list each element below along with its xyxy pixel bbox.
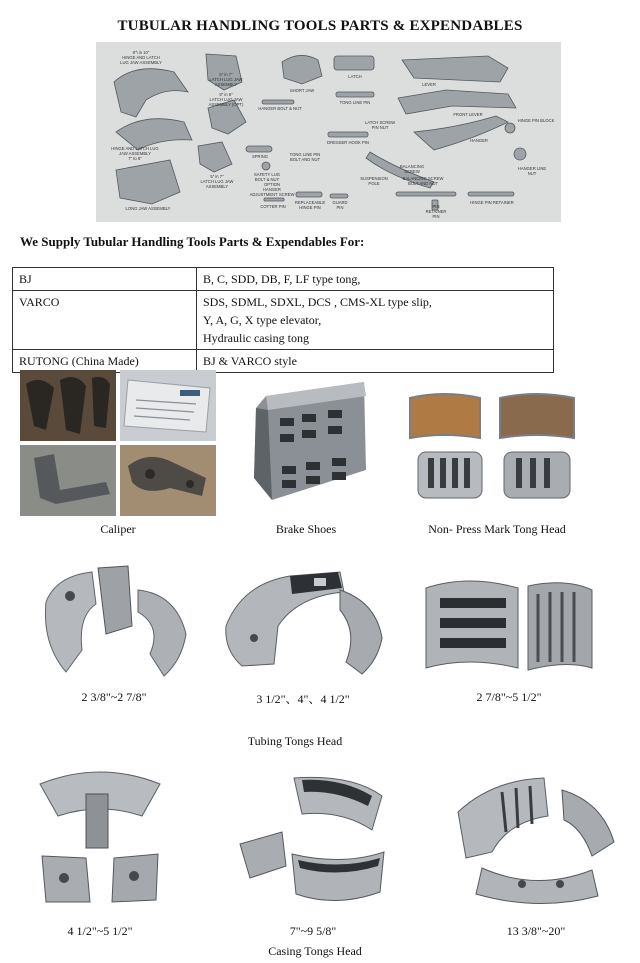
diagram-label: GUARD PIN — [332, 200, 348, 210]
diagram-label: TONG LINE PIN BOLT AND NUT — [289, 152, 321, 162]
hinge-pin-block-part — [505, 123, 515, 133]
diagram-label: 9" in 8" LATCH LUG JAW ASSEMBLY (OPT) — [208, 92, 244, 107]
diagram-label: HANGER BOLT & NUT — [258, 106, 302, 111]
casing-group-caption: Casing Tongs Head — [268, 944, 362, 958]
diagram-label: LONG JAW ASSEMBLY — [125, 206, 171, 211]
guard-pin-part — [330, 194, 348, 198]
hinge-pin-retainer-part — [468, 192, 514, 196]
caliper-caption: Caliper — [100, 522, 136, 536]
latch-jaw-small-part — [198, 142, 232, 172]
diagram-label: OPTION HANGER ADJUSTMENT SCREW — [249, 182, 295, 197]
parts-diagram — [96, 42, 561, 222]
item-line: B, C, SDD, DB, F, LF type tong, — [203, 272, 361, 286]
diagram-label: COTTER PIN — [260, 204, 286, 209]
tubing-size-3: 2 7/8"~5 1/2" — [476, 690, 542, 704]
spring-part — [246, 146, 272, 152]
diagram-label: LATCH SCREW PIN NUT — [364, 120, 396, 130]
diagram-label: BALANCING SCREW BOLT AND NUT — [402, 176, 444, 186]
diagram-label: TONG LINE PIN — [339, 100, 371, 105]
diagram-label: SPRING — [251, 154, 269, 159]
dresser-hook-pin-part — [328, 132, 368, 137]
casing-head-1-photo — [30, 762, 170, 908]
diagram-label: REPLACEABLE HINGE PIN — [294, 200, 326, 210]
diagram-label: LATCH — [348, 74, 362, 79]
brand-cell: VARCO — [13, 291, 197, 350]
casing-size-1: 4 1/2"~5 1/2" — [67, 924, 133, 938]
diagram-label: HANGER LINE NUT — [517, 166, 547, 176]
casing-size-3: 13 3/8"~20" — [506, 924, 566, 938]
diagram-label: HINGE AND LATCH LUG JAW ASSEMBLY 7" to 8" — [111, 146, 159, 161]
page-title: TUBULAR HANDLING TOOLS PARTS & EXPENDABLES — [117, 18, 523, 34]
hinge-latch-jaw-part — [114, 69, 188, 117]
lever-part — [402, 56, 508, 82]
supply-heading: We Supply Tubular Handling Tools Parts & Expendables For: — [20, 234, 365, 249]
cotter-pin-part — [264, 198, 284, 201]
short-jaw-part — [282, 55, 322, 84]
tubing-size-1: 2 3/8"~2 7/8" — [81, 690, 147, 704]
diagram-label: DRESSER HOOK PIN — [327, 140, 369, 145]
items-cell — [197, 350, 554, 373]
items-cell — [197, 268, 554, 291]
item-line: Y, A, G, X type elevator, — [203, 313, 322, 327]
tong-line-pin-part — [336, 92, 374, 97]
caliper-photo — [20, 370, 216, 516]
diagram-label: LEVER — [422, 82, 436, 87]
tubing-size-2: 3 1/2"、4"、4 1/2" — [256, 692, 350, 706]
item-line: BJ & VARCO style — [203, 354, 297, 368]
casing-size-2: 7"~9 5/8" — [289, 924, 337, 938]
casing-head-3-photo — [452, 772, 620, 912]
front-lever-part — [398, 90, 516, 114]
items-cell — [197, 291, 554, 350]
diagram-label: 5" in 7" LATCH LUG JAW ASSEMBLY — [209, 72, 243, 87]
diagram-label: FRONT LEVER — [453, 112, 483, 117]
latch-part — [334, 56, 374, 70]
tubing-head-3-photo — [420, 570, 598, 676]
brake-shoes-photo — [236, 378, 376, 506]
hanger-part — [414, 116, 508, 150]
hanger-bolt-part — [262, 100, 294, 104]
tubing-head-1-photo — [36, 564, 192, 680]
tubing-group-caption: Tubing Tongs Head — [247, 734, 343, 748]
balancing-screw-part — [396, 192, 456, 196]
diagram-label: 9"\ in 10" HINGE AND LATCH LUG JAW ASSEMBLY — [120, 50, 162, 65]
diagram-label: BALANCING SCREW — [399, 164, 425, 174]
tong-head-photo — [404, 388, 586, 504]
diagram-label: 5" in 7" LATCH LUG JAW ASSEMBLY — [200, 174, 234, 189]
table-row — [13, 291, 554, 350]
table-row — [13, 268, 554, 291]
tong-head-caption: Non- Press Mark Tong Head — [428, 522, 566, 536]
hanger-line-nut-part — [514, 148, 526, 160]
diagram-label: SUSPENSION POLE — [360, 176, 388, 186]
diagram-label: HANGER — [470, 138, 488, 143]
diagram-label: HINGE PIN RETAINER — [470, 200, 514, 205]
brake-shoes-caption: Brake Shoes — [275, 522, 337, 536]
item-line: SDS, SDML, SDXL, DCS , CMS-XL type slip, — [203, 295, 432, 309]
diagram-label: SHORT JAW — [289, 88, 315, 93]
item-line: Hydraulic casing tong — [203, 331, 309, 345]
diagram-label: PIN RETAINER PIN — [425, 204, 447, 219]
brand-cell: RUTONG (China Made) — [13, 350, 197, 373]
brand-cell: BJ — [13, 268, 197, 291]
tubing-head-2-photo — [218, 566, 388, 678]
casing-head-2-photo — [232, 770, 394, 910]
diagram-label: SAFETY LUG BOLT & NUT — [254, 172, 280, 182]
safety-lug-part — [262, 162, 270, 170]
diagram-label: HINGE PIN BLOCK — [517, 118, 555, 123]
long-jaw-part — [116, 160, 180, 204]
supply-table — [12, 267, 554, 373]
